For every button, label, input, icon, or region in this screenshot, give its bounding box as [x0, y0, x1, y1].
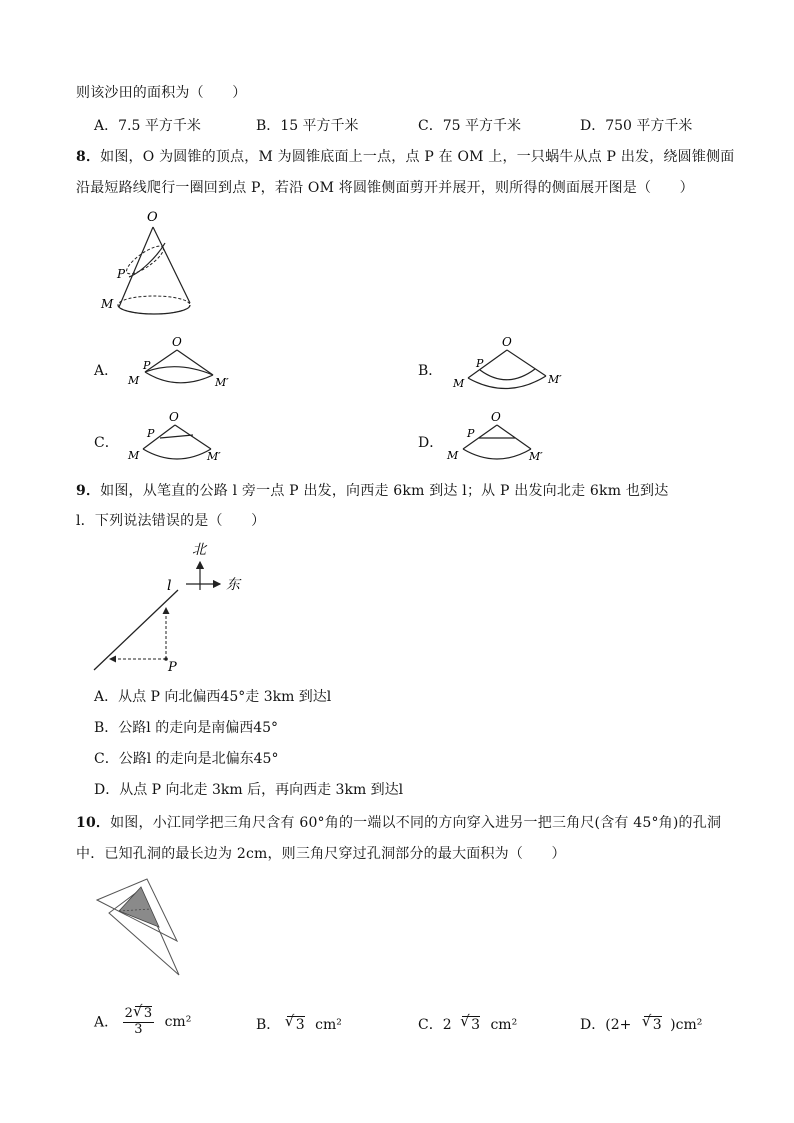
q8-option-a-figure[interactable] — [125, 332, 235, 392]
svg-text:M′: M′ — [548, 373, 562, 386]
q8-option-d[interactable]: D． — [418, 435, 444, 451]
svg-text:P: P — [143, 359, 151, 372]
svg-text:M: M — [128, 374, 140, 387]
q8-cone-figure — [95, 205, 215, 320]
q10-stem-line2: 中．已知孔洞的最长边为 2cm，则三角尺穿过孔洞部分的最大面积为（ ） — [76, 846, 566, 862]
svg-text:O: O — [169, 410, 179, 424]
q9-stem-line1: 9．如图，从笔直的公路 l 旁一点 P 出发，向西走 6km 到达 l；从 P 出发向北走 6km 也到达 — [76, 483, 669, 499]
q10-option-b[interactable]: B． √ 3 cm² — [256, 1014, 342, 1034]
q10-option-c[interactable]: C．2 √ 3 cm² — [418, 1014, 517, 1034]
q8-option-c-figure[interactable] — [125, 407, 235, 467]
svg-text:M: M — [453, 377, 465, 390]
q9-option-d[interactable]: D．从点 P 向北走 3km 后，再向西走 3km 到达l — [94, 782, 404, 798]
svg-text:P: P — [147, 427, 155, 440]
q8-stem-line2: 沿最短路线爬行一圈回到点 P，若沿 OM 将圆锥侧面剪开并展开，则所得的侧面展开图是（ ） — [76, 180, 694, 196]
svg-text:O: O — [172, 335, 182, 349]
q7-option-b[interactable]: B．15 平方千米 — [256, 118, 359, 134]
fraction-two-root3-over-3: $\frac{2√ 3}{3}$ — [123, 1006, 155, 1037]
svg-text:M: M — [447, 449, 459, 462]
compass-east-label: 东 — [226, 577, 240, 593]
q8-option-b[interactable]: B． — [418, 363, 443, 379]
q9-option-c[interactable]: C．公路l 的走向是北偏东45° — [94, 751, 279, 767]
svg-text:P: P — [467, 427, 475, 440]
cone-label-m: M — [101, 297, 114, 311]
svg-text:M′: M′ — [215, 376, 229, 389]
q7-option-a[interactable]: A．7.5 平方千米 — [94, 118, 201, 134]
q10-triangles-figure — [95, 875, 195, 985]
q7-option-d[interactable]: D．750 平方千米 — [580, 118, 693, 134]
q9-option-a[interactable]: A．从点 P 向北偏西45°走 3km 到达l — [94, 689, 332, 705]
svg-text:M′: M′ — [207, 450, 221, 463]
q9-road-figure — [90, 538, 260, 678]
q8-option-b-figure[interactable] — [450, 332, 570, 394]
svg-text:M: M — [128, 449, 140, 462]
q9-option-b[interactable]: B．公路l 的走向是南偏西45° — [94, 720, 279, 736]
cone-label-o: O — [147, 210, 158, 225]
q9-stem-line2: l．下列说法错误的是（ ） — [76, 513, 266, 529]
svg-text:M′: M′ — [529, 450, 543, 463]
road-label-l: l — [167, 578, 172, 594]
svg-text:P: P — [476, 357, 484, 370]
q8-option-d-figure[interactable] — [445, 407, 555, 467]
q7-option-c[interactable]: C．75 平方千米 — [418, 118, 521, 134]
compass-north-label: 北 — [192, 542, 206, 558]
cone-label-p: P — [117, 267, 126, 281]
point-label-p: P — [168, 660, 177, 675]
q8-option-c[interactable]: C． — [94, 435, 119, 451]
svg-text:O: O — [502, 335, 512, 349]
q10-option-a[interactable]: A． $\frac{2√ 3}{3}$ cm² — [94, 1006, 191, 1037]
q8-option-a[interactable]: A． — [94, 363, 119, 379]
q10-option-d[interactable]: D．(2+ √ 3 )cm² — [580, 1014, 702, 1034]
svg-text:O: O — [491, 410, 501, 424]
q10-stem-line1: 10．如图，小江同学把三角尺含有 60°角的一端以不同的方向穿入进另一把三角尺(含有 45°角)的孔洞 — [76, 815, 722, 831]
q8-stem-line1: 8．如图，O 为圆锥的顶点，M 为圆锥底面上一点，点 P 在 OM 上，一只蜗牛从点 P 出发，绕圆锥侧面 — [76, 149, 735, 165]
q7-stem-continuation: 则该沙田的面积为（ ） — [76, 85, 247, 101]
